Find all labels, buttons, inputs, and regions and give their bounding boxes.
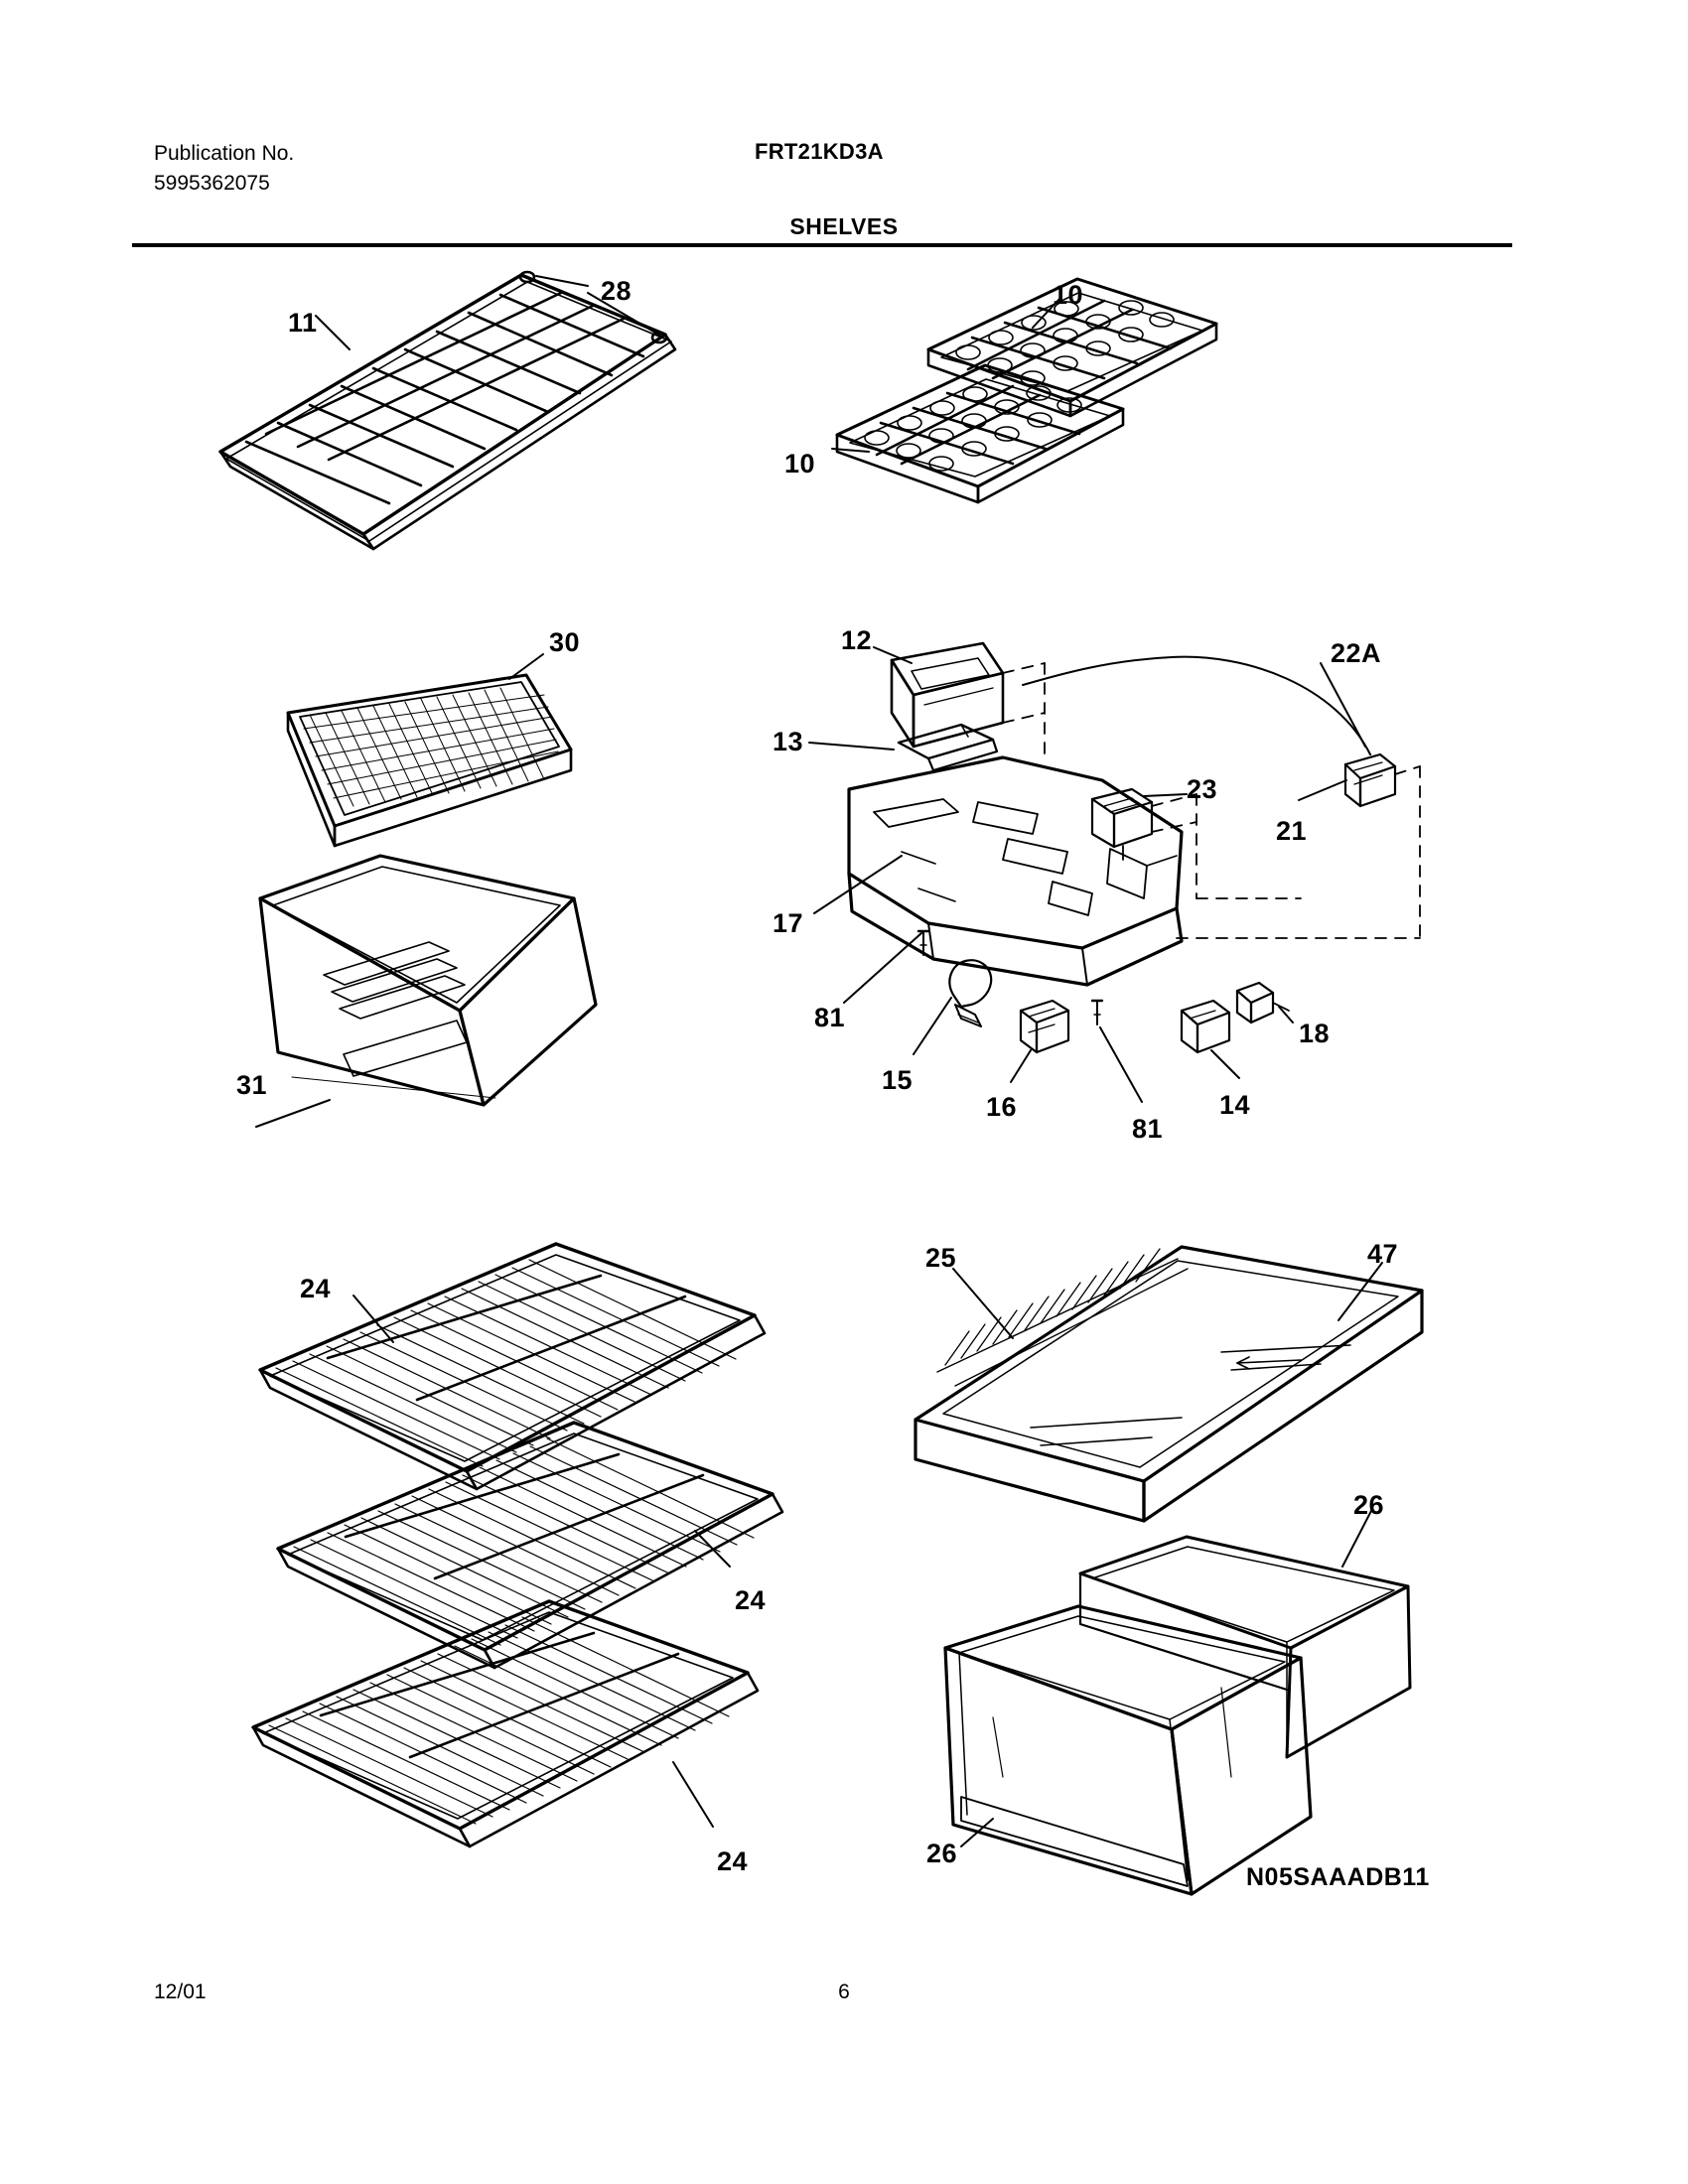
ice-cube-trays-figure: [832, 279, 1216, 502]
callout-28: 28: [601, 276, 633, 306]
callout-26-left: 26: [926, 1839, 958, 1868]
callout-81-left: 81: [814, 1003, 846, 1032]
callout-15: 15: [882, 1065, 914, 1095]
callout-22a: 22A: [1331, 638, 1382, 668]
callout-24-bottom: 24: [717, 1846, 749, 1876]
footer-page-number: 6: [838, 1980, 850, 2003]
callout-12: 12: [841, 625, 873, 655]
publication-block: [154, 139, 294, 199]
publication-label: Publication No.: [154, 142, 295, 165]
callout-18: 18: [1299, 1019, 1331, 1048]
callout-24-middle: 24: [735, 1585, 767, 1615]
callout-13: 13: [773, 727, 804, 756]
callout-81-right: 81: [1132, 1114, 1164, 1144]
diagram-code: N05SAAADB11: [1246, 1863, 1430, 1891]
glass-shelf-figure: [915, 1247, 1422, 1521]
callout-30: 30: [549, 627, 581, 657]
callout-25: 25: [925, 1243, 957, 1273]
callout-10-upper: 10: [1053, 280, 1084, 310]
model-number: FRT21KD3A: [755, 139, 884, 164]
section-title: SHELVES: [789, 213, 899, 239]
callout-31: 31: [236, 1070, 268, 1100]
header-divider: [132, 243, 1512, 247]
filter-cover-figure: [288, 654, 571, 846]
crisper-bin-pair-figure: [945, 1509, 1410, 1894]
callout-23: 23: [1187, 774, 1218, 804]
callout-24-top: 24: [300, 1274, 332, 1303]
wire-shelf-stack-figure: [253, 1244, 782, 1846]
publication-number: 5995362075: [154, 172, 270, 195]
callout-14: 14: [1219, 1090, 1251, 1120]
crisper-pan-figure: [256, 856, 596, 1127]
callout-11: 11: [288, 308, 318, 338]
callout-10-lower: 10: [784, 449, 816, 478]
callout-26-right: 26: [1353, 1490, 1385, 1520]
callout-21: 21: [1276, 816, 1308, 846]
footer-date: 12/01: [154, 1980, 207, 2003]
callout-47: 47: [1367, 1239, 1399, 1269]
callout-16: 16: [986, 1092, 1018, 1122]
callout-17: 17: [773, 908, 804, 938]
